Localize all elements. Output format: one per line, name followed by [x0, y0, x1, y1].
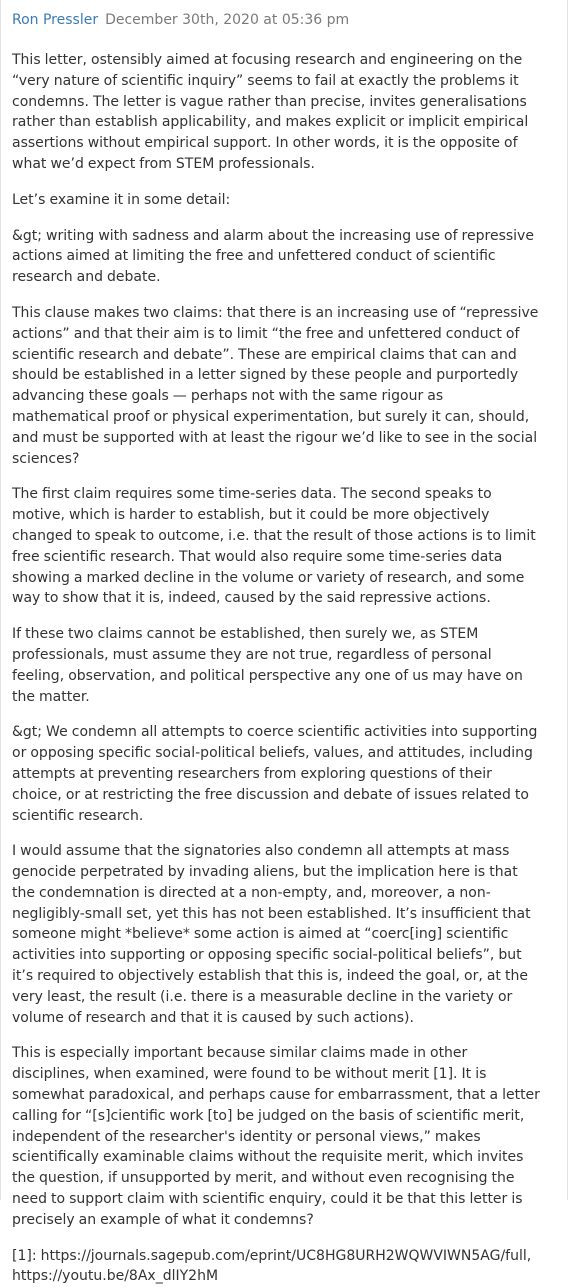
quoted-paragraph: &gt; writing with sadness and alarm about the increasing use of repressive actions aimed at limiting the free and unfettered conduct of scientific research and debate. [12, 227, 534, 286]
references-paragraph: [1]: https://journals.sagepub.com/eprint/UC8HG8URH2WQWVIWN5AG/full, https://youtu.be/8Ax_dlIY2hM [12, 1247, 532, 1285]
quoted-paragraph: &gt; We condemn all attempts to coerce scientific activities into supporting or opposing specific social-political beliefs, values, and attitudes, including attempts at preventing researchers from exploring questions of their choice, or at restricting the free discussion and debate of issues related to scientific research. [12, 724, 538, 824]
comment-body [12, 50, 544, 1287]
comment-paragraph: Let’s examine it in some detail: [12, 191, 231, 208]
comment-paragraph: If these two claims cannot be established, then surely we, as STEM professionals, must assume they are not true, regardless of personal feeling, observation, and political perspective any one of us may have on the matter. [12, 626, 523, 705]
comment-timestamp: December 30th, 2020 at 05:36 pm [105, 12, 350, 28]
comment-paragraph: I would assume that the signatories also condemn all attempts at mass genocide perpetrated by invading aliens, but the implication here is that the condemnation is directed at a non-empty, and, moreover, a non-negligibly-small set, yet this has not been established. It’s insufficient that someone might *believe* some action is aimed at “coerc[ing] scientific activities into supporting or opposing specific social-political beliefs”, but it’s required to objectively establish that this is, indeed the goal, or, at the very least, the result (i.e. there is a measurable decline in the variety or volume of research and that it is caused by such actions). [12, 843, 531, 1026]
comment-paragraph: This is especially important because similar claims made in other disciplines, when examined, were found to be without merit [1]. It is somewhat paradoxical, and perhaps cause for embarrassment, that a letter calling for “[s]cientific work [to] be judged on the basis of scientific merit, independent of the researcher's identity or personal views,” makes scientifically examinable claims without the requisite merit, which invites the question, if unsupported by merit, and without even recognising the need to support claim with scientific enquiry, could it be that this letter is precisely an example of what it condemns? [12, 1045, 540, 1228]
comment-paragraph: This clause makes two claims: that there is an increasing use of “repressive actions” and that their aim is to limit “the free and unfettered conduct of scientific research and debate”. These are empirical claims that can and should be established in a letter signed by these people and purportedly advancing these goals — perhaps not with the same rigour as mathematical proof or physical experimentation, but surely it can, should, and must be supported with at least the rigour we’d like to see in the social sciences? [12, 304, 539, 467]
comment-paragraph: This letter, ostensibly aimed at focusing research and engineering on the “very nature of scientific inquiry” seems to fail at exactly the problems it condemns. The letter is vague rather than precise, invites generalisations rather than establish applicability, and makes explicit or implicit empirical assertions without empirical support. In other words, it is the opposite of what we’d expect from STEM professionals. [12, 52, 529, 172]
author-link[interactable]: Ron Pressler [12, 12, 99, 28]
comment-paragraph: The first claim requires some time-series data. The second speaks to motive, which is harder to establish, but it could be more objectively changed to speak to outcome, i.e. that the result of those actions is to limit free scientific research. That would also require some time-series data showing a marked decline in the volume or variety of research, and some way to show that it is, indeed, caused by the said repressive actions. [12, 486, 536, 607]
comment-header [12, 0, 557, 40]
